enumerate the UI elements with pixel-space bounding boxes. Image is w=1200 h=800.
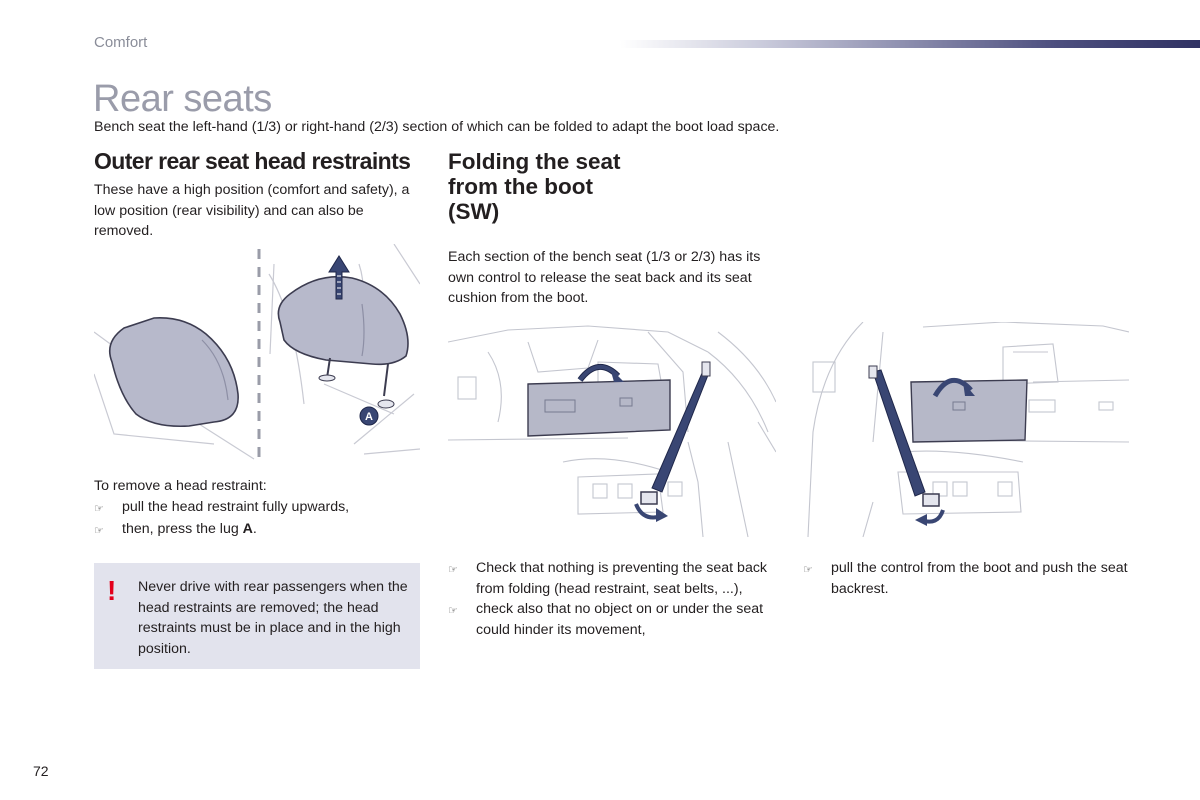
- lug-reference: A: [242, 521, 253, 537]
- section-label: Comfort: [94, 34, 148, 51]
- list-item: [94, 519, 414, 542]
- page-title: Rear seats: [93, 78, 272, 120]
- list-item: [448, 558, 768, 599]
- list-item: [448, 599, 768, 640]
- folding-heading-line: Folding the seat: [448, 149, 621, 174]
- list-item: [94, 497, 414, 520]
- step-text: pull the head restraint fully upwards,: [122, 498, 350, 515]
- warning-box: [94, 563, 420, 669]
- hand-pointer-icon: ☞: [94, 502, 104, 515]
- remove-intro: To remove a head restraint:: [94, 478, 267, 494]
- action-text: pull the control from the boot and push the seat backrest.: [831, 560, 1128, 597]
- folding-heading: [448, 149, 698, 224]
- hand-pointer-icon: ☞: [448, 564, 458, 576]
- header-accent-bar: [620, 40, 1200, 48]
- hand-pointer-icon: ☞: [448, 605, 458, 617]
- headrest-heading: Outer rear seat head restraints: [94, 148, 411, 174]
- hand-pointer-icon: ☞: [94, 525, 104, 537]
- folding-heading-line: (SW): [448, 199, 500, 224]
- folding-description: Each section of the bench seat (1/3 or 2/3) has its own control to release the seat back and its seat cushion from the boot.: [448, 249, 761, 306]
- hand-pointer-icon: ☞: [803, 564, 813, 576]
- headrest-illustration: [94, 244, 420, 466]
- list-item: [803, 558, 1133, 599]
- remove-instructions: [94, 476, 414, 542]
- step-text: then, press the lug A.: [122, 521, 257, 537]
- lug-label-a: A: [365, 411, 373, 423]
- check-text: Check that nothing is preventing the seat back from folding (head restraint, seat belts, ...),: [476, 560, 768, 597]
- intro-text: Bench seat the left-hand (1/3) or right-hand (2/3) section of which can be folded to adapt the boot load space.: [94, 119, 780, 135]
- headrest-description: These have a high position (comfort and safety), a low position (rear visibility) and can also be removed.: [94, 182, 410, 239]
- folding-action: [803, 558, 1133, 599]
- warning-exclamation-icon: !: [107, 575, 117, 606]
- seat-fold-left-illustration: [448, 322, 776, 540]
- folding-heading-line: from the boot: [448, 174, 593, 199]
- folding-checks: [448, 558, 768, 640]
- page-number: 72: [33, 763, 49, 779]
- warning-text: Never drive with rear passengers when the head restraints are removed; the head restraints must be in place and in the high position.: [138, 579, 408, 657]
- seat-fold-right-illustration: [803, 322, 1129, 540]
- check-text: check also that no object on or under the seat could hinder its movement,: [476, 601, 764, 638]
